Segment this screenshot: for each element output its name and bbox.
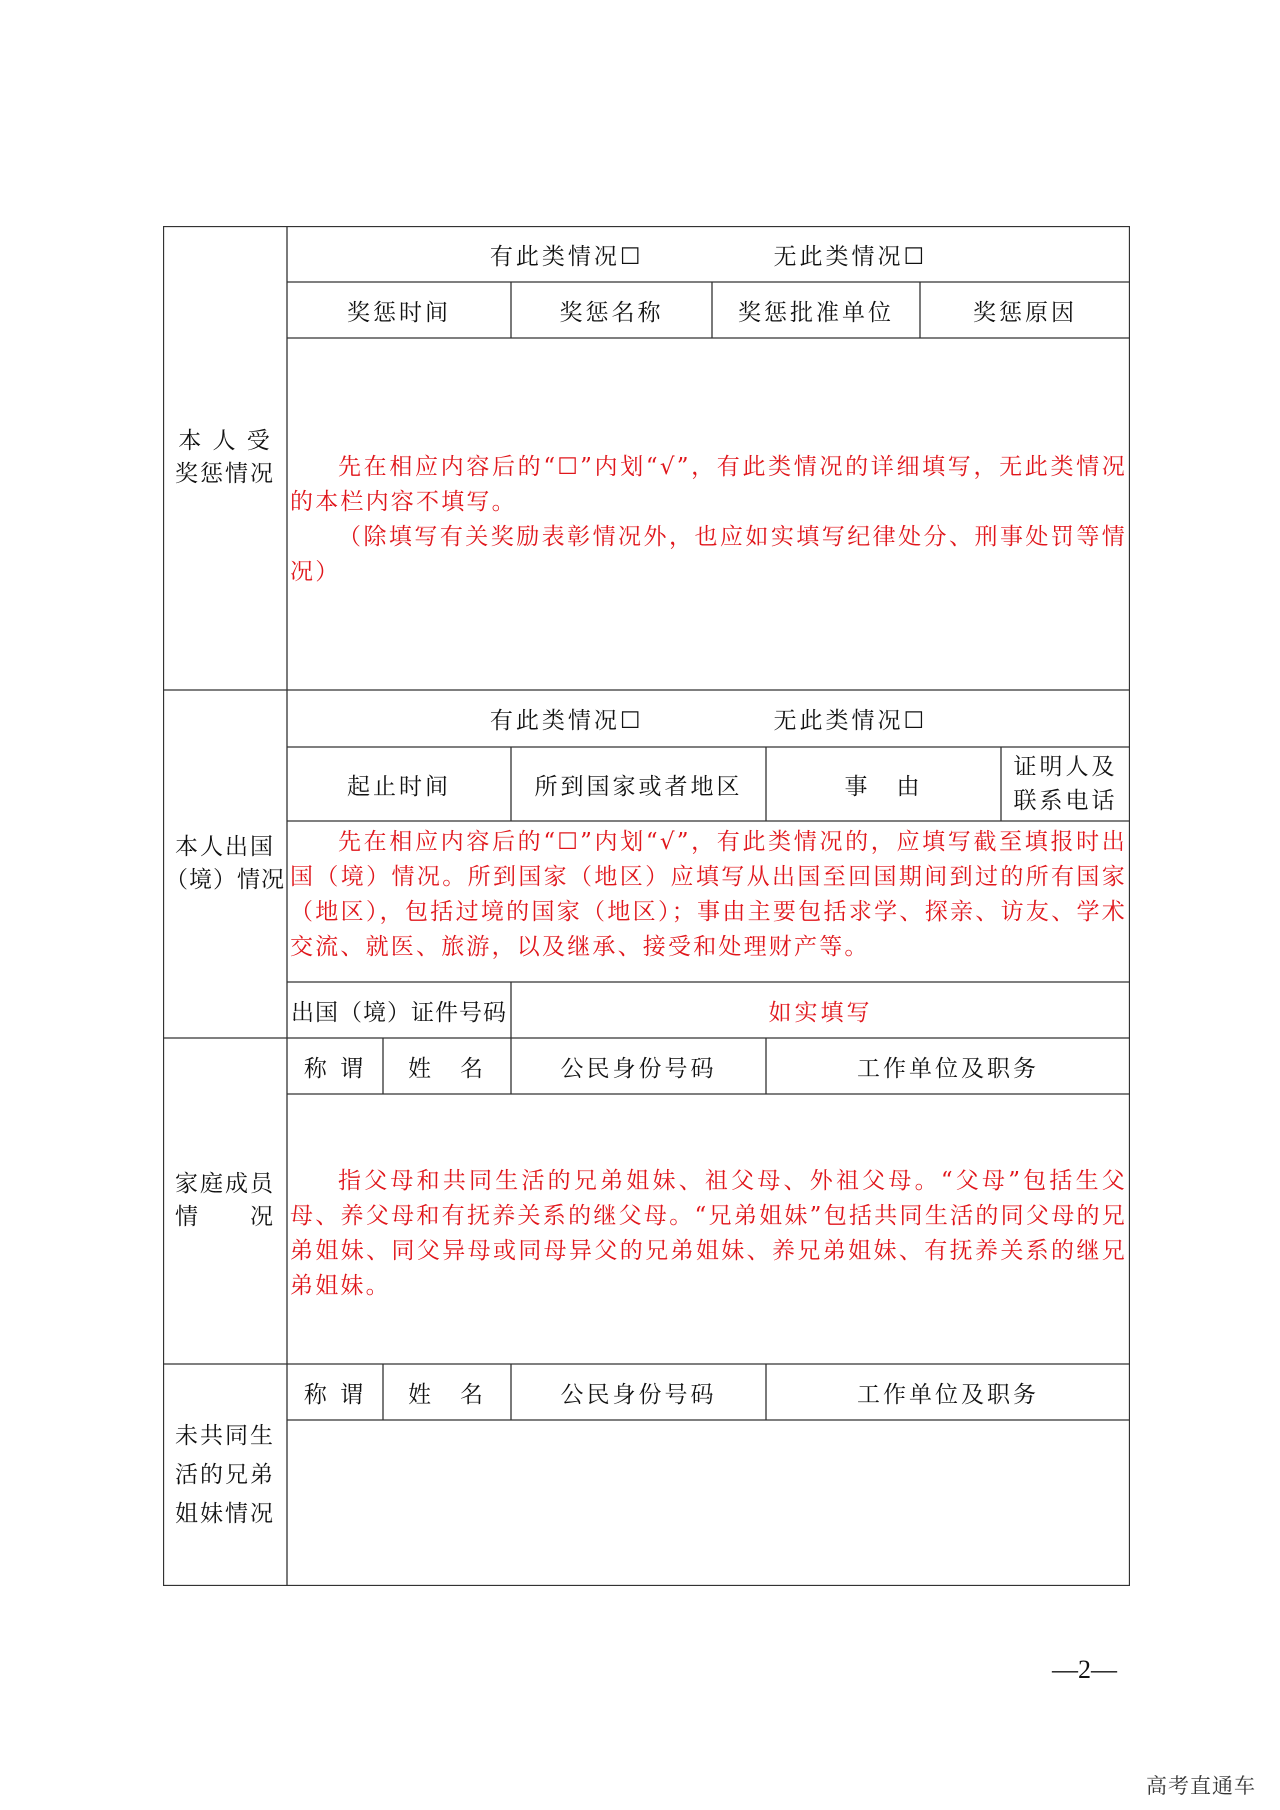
abroad-no-case-checkbox[interactable]: 无此类情况☐ xyxy=(773,708,928,734)
family-col-employer: 工作单位及职务 xyxy=(857,1055,1039,1082)
family-section-label xyxy=(163,1038,287,1364)
siblings-label-line1: 未共同生 xyxy=(175,1422,275,1449)
siblings-label-line2: 活的兄弟 xyxy=(175,1461,275,1488)
family-label-line2: 情 况 xyxy=(175,1204,275,1230)
abroad-status-row xyxy=(287,690,1130,747)
family-col-name: 姓 名 xyxy=(408,1055,486,1082)
awards-status-row xyxy=(287,226,1130,282)
awards-instruction-note[interactable] xyxy=(290,450,1127,590)
awards-label-line1: 本 人 受 xyxy=(178,428,272,454)
abroad-witness-line2: 联系电话 xyxy=(1013,788,1118,814)
abroad-col-witness xyxy=(1001,747,1130,821)
awards-col-name: 奖惩名称 xyxy=(559,299,664,326)
abroad-instruction-note[interactable]: 先在相应内容后的“☐”内划“√”，有此类情况的，应填写截至填报时出国（境）情况。所到国家（地区）应填写从出国至回国期间到过的所有国家（地区），包括过境的国家（地区）；事由主要包括求学、探亲、访友、学术交流、就医、旅游，以及继承、接受和处理财产等。 xyxy=(290,829,1127,960)
awards-note-line2: （除填写有关奖励表彰情况外，也应如实填写纪律处分、刑事处罚等情况） xyxy=(290,524,1127,585)
siblings-col-employer: 工作单位及职务 xyxy=(857,1381,1039,1408)
awards-section-label xyxy=(163,226,287,690)
abroad-witness-line1: 证明人及 xyxy=(1013,754,1118,780)
passport-number-field[interactable]: 如实填写 xyxy=(768,999,873,1026)
awards-col-approver: 奖惩批准单位 xyxy=(738,299,894,326)
abroad-has-case-checkbox[interactable]: 有此类情况☐ xyxy=(489,708,644,734)
abroad-col-destination: 所到国家或者地区 xyxy=(534,773,743,800)
watermark: 高考直通车 xyxy=(1146,1774,1256,1798)
abroad-col-period: 起止时间 xyxy=(347,773,451,800)
awards-col-time: 奖惩时间 xyxy=(347,299,451,326)
abroad-section-label xyxy=(163,690,287,1038)
family-label-line1: 家庭成员 xyxy=(175,1171,275,1197)
siblings-entry-area[interactable] xyxy=(288,1421,1129,1585)
siblings-col-name: 姓 名 xyxy=(408,1381,486,1408)
siblings-col-relation: 称 谓 xyxy=(303,1381,367,1408)
awards-col-reason: 奖惩原因 xyxy=(973,299,1077,326)
abroad-label-line1: 本人出国 xyxy=(175,834,275,860)
abroad-label-line2: （境）情况 xyxy=(165,867,285,893)
passport-number-label: 出国（境）证件号码 xyxy=(291,999,507,1026)
awards-has-case-checkbox[interactable]: 有此类情况☐ xyxy=(489,243,644,270)
abroad-col-reason: 事 由 xyxy=(844,773,923,800)
registration-form-table xyxy=(163,226,1130,1586)
siblings-label-line3: 姐妹情况 xyxy=(175,1500,275,1527)
family-col-relation: 称 谓 xyxy=(303,1055,367,1082)
awards-note-line1: 先在相应内容后的“☐”内划“√”，有此类情况的详细填写，无此类情况的本栏内容不填写。 xyxy=(290,454,1127,515)
siblings-section-label xyxy=(163,1364,287,1586)
family-instruction-note[interactable]: 指父母和共同生活的兄弟姐妹、祖父母、外祖父母。“父母”包括生父母、养父母和有抚养关系的继父母。“兄弟姐妹”包括共同生活的同父母的兄弟姐妹、同父异母或同母异父的兄弟姐妹、养兄弟姐妹、有抚养关系的继兄弟姐妹。 xyxy=(290,1168,1127,1299)
awards-no-case-checkbox[interactable]: 无此类情况☐ xyxy=(773,243,928,270)
awards-label-line2: 奖惩情况 xyxy=(175,461,275,487)
family-col-id-number: 公民身份号码 xyxy=(560,1055,717,1082)
page-number: —2— xyxy=(1052,1655,1117,1684)
siblings-col-id-number: 公民身份号码 xyxy=(560,1381,717,1408)
